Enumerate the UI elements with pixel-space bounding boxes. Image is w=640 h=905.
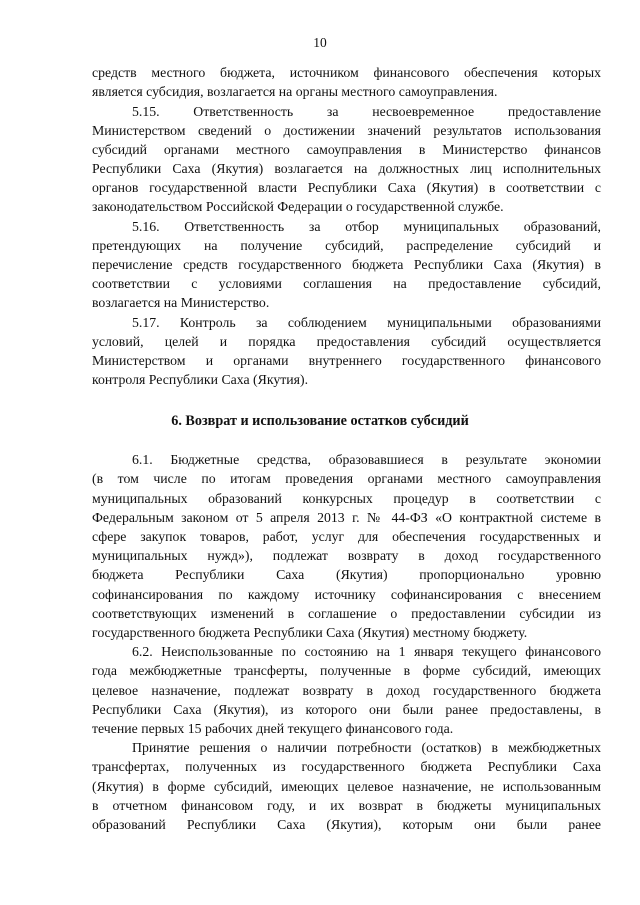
text-line: законодательством Российской Федерации о государственной службе. <box>92 199 504 214</box>
text-line: контроля Республики Саха (Якутия). <box>92 372 309 387</box>
text-line: 5.15. Ответственность за несвоевременное предоставление <box>132 104 601 119</box>
text-line: года межбюджетные трансферты, полученные в форме субсидий, имеющих <box>92 663 601 678</box>
text-line: (Якутия) в форме субсидий, имеющих целевое назначение, не использованным <box>92 779 601 794</box>
text-line: 6.1. Бюджетные средства, образовавшиеся в результате экономии <box>132 452 601 467</box>
text-line: (в том числе по итогам проведения органами местного самоуправления <box>92 471 601 486</box>
text-line: условий, целей и порядка предоставления субсидий осуществляется <box>92 334 601 349</box>
text-line: муниципальных нужд»), подлежат возврату в доход государственного <box>92 548 601 563</box>
text-line: течение первых 15 рабочих дней текущего финансового года. <box>92 721 454 736</box>
text-line: 6.2. Неиспользованные по состоянию на 1 января текущего финансового <box>132 644 601 659</box>
text-line: 5.16. Ответственность за отбор муниципальных образований, <box>132 219 601 234</box>
text-line: соответствующих изменений в соглашение о предоставлении субсидии из <box>92 606 601 621</box>
text-line: сфере закупок товаров, работ, услуг для обеспечения государственных и <box>92 529 601 544</box>
text-line: муниципальных образований конкурсных процедур в соответствии с <box>92 491 601 506</box>
text-line: образований Республики Саха (Якутия), которым они были ранее <box>92 817 601 832</box>
text-line: Принятие решения о наличии потребности (остатков) в межбюджетных <box>132 740 601 755</box>
text-line: претендующих на получение субсидий, распределение субсидий и <box>92 238 601 253</box>
text-line: возлагается на Министерство. <box>92 295 270 310</box>
text-line: Республики Саха (Якутия) возлагается на должностных лиц исполнительных <box>92 161 601 176</box>
text-line: бюджета Республики Саха (Якутия) пропорционально уровню <box>92 567 601 582</box>
text-line: органов государственной власти Республики Саха (Якутия) в соответствии с <box>92 180 601 195</box>
text-line: Министерством и органами внутреннего государственного финансового <box>92 353 601 368</box>
text-line: Федеральным законом от 5 апреля 2013 г. № 44-ФЗ «О контрактной системе в <box>92 510 601 525</box>
section-heading: 6. Возврат и использование остатков субсидий <box>171 413 469 429</box>
text-line: 5.17. Контроль за соблюдением муниципальными образованиями <box>132 315 601 330</box>
text-line: целевое назначение, подлежат возврату в доход государственного бюджета <box>92 683 601 698</box>
text-line: софинансирования по каждому источнику софинансирования с внесением <box>92 587 601 602</box>
text-line: перечисление средств государственного бюджета Республики Саха (Якутия) в <box>92 257 601 272</box>
text-line: Республики Саха (Якутия), из которого они были ранее предоставлены, в <box>92 702 601 717</box>
text-line: государственного бюджета Республики Саха (Якутия) местному бюджету. <box>92 625 528 640</box>
text-line: Министерством сведений о достижении значений результатов использования <box>92 123 601 138</box>
text-line: в отчетном финансовом году, и их возврат в бюджеты муниципальных <box>92 798 601 813</box>
text-line: трансфертах, полученных из государственного бюджета Республики Саха <box>92 759 601 774</box>
page-number: 10 <box>313 35 327 50</box>
text-line: субсидий органами местного самоуправления в Министерство финансов <box>92 142 601 157</box>
text-line: средств местного бюджета, источником финансового обеспечения которых <box>92 65 601 80</box>
text-line: является субсидия, возлагается на органы местного самоуправления. <box>92 84 498 99</box>
text-line: соответствии с условиями соглашения на предоставление субсидий, <box>92 276 601 291</box>
